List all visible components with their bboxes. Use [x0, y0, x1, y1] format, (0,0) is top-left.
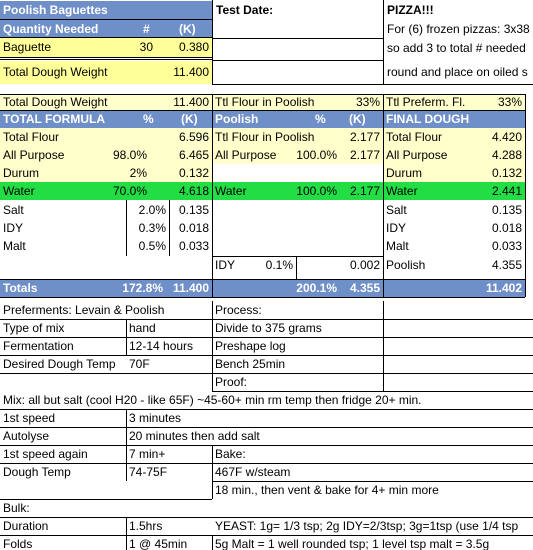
poolish-pct-header: %	[315, 112, 326, 126]
final-label: IDY	[386, 221, 407, 235]
ingredient-pct: 98.0%	[112, 148, 147, 162]
poolish-total-k: 4.355	[349, 281, 380, 295]
tfp-pct: 33%	[355, 95, 380, 109]
ingredient-label: IDY	[3, 221, 24, 235]
poolish-total-pct: 200.1%	[296, 281, 337, 295]
qty-needed-header: Quantity Needed	[3, 22, 99, 36]
ingredient-k: 0.132	[178, 166, 209, 180]
tfp2-value: 2.177	[349, 130, 380, 144]
final-k: 4.288	[491, 148, 522, 162]
pizza-note-1: For (6) frozen pizzas: 3x38	[387, 22, 530, 36]
autolyse-value: 20 minutes then add salt	[129, 429, 260, 443]
tfp2-label: Ttl Flour in Poolish	[215, 130, 315, 144]
sheet-title: Poolish Baguettes	[3, 3, 108, 17]
total-flour-label: Total Flour	[3, 130, 60, 144]
yeast-note: YEAST: 1g= 1/3 tsp; 2g IDY=2/3tsp; 3g=1tsp (use 1/4 tsp	[215, 519, 519, 533]
divider	[0, 427, 533, 428]
poolish-pct: 100.0%	[296, 184, 337, 198]
bake-time: 18 min., then vent & bake for 4+ min more	[215, 483, 439, 497]
folds-label: Folds	[3, 537, 33, 550]
final-label: Durum	[386, 166, 423, 180]
totals-fill	[0, 279, 525, 297]
final-k: 4.355	[491, 258, 522, 272]
qty-hash-header: #	[143, 22, 150, 36]
ingredient-pct: 0.3%	[138, 221, 166, 235]
poolish-k: 2.177	[349, 148, 380, 162]
desired-temp-value: 70F	[129, 357, 150, 371]
total-dough-value: 11.400	[173, 65, 209, 79]
fermentation-label: Fermentation	[3, 339, 74, 353]
desired-temp-label: Desired Dough Temp	[3, 357, 116, 371]
first-speed-value: 3 minutes	[129, 411, 182, 425]
malt-note: 5g Malt = 1 well rounded tsp; 1 level tsp malt = 3.5g	[215, 537, 490, 550]
pizza-note-2: so add 3 to total # needed	[387, 41, 526, 55]
tpf-label: Ttl Preferm. Fl.	[386, 95, 466, 109]
bench-step: Bench 25min	[215, 357, 286, 371]
first-speed-again-label: 1st speed again	[3, 447, 88, 461]
qty-k-header: (K)	[179, 22, 196, 36]
divide-step: Divide to 375 grams	[215, 321, 322, 335]
tdw-label: Total Dough Weight	[3, 95, 108, 109]
divider	[383, 84, 533, 85]
preferments-note: Preferments: Levain & Poolish	[3, 303, 165, 317]
type-of-mix-label: Type of mix	[3, 321, 65, 335]
baguette-label: Baguette	[3, 40, 52, 54]
tdw-value: 11.400	[173, 95, 209, 109]
baguette-count[interactable]: 30	[139, 40, 153, 54]
test-date-label: Test Date:	[216, 3, 274, 17]
pizza-note-3: round and place on oiled s	[387, 65, 528, 79]
poolish-k: 2.177	[349, 184, 380, 198]
ingredient-label: All Purpose	[3, 148, 65, 162]
divider	[383, 301, 384, 391]
proof-label: Proof:	[215, 375, 248, 389]
final-k: 0.135	[491, 203, 522, 217]
divider	[525, 94, 526, 297]
poolish-label: Water	[215, 184, 247, 198]
ingredient-pct: 2%	[129, 166, 147, 180]
totals-k: 11.400	[172, 281, 209, 295]
preshape-step: Preshape log	[215, 339, 286, 353]
divider	[212, 38, 383, 39]
ingredient-k: 0.018	[178, 221, 209, 235]
poolish-pct: 100.0%	[296, 148, 337, 162]
duration-label: Duration	[3, 519, 49, 533]
final-label: Malt	[386, 239, 409, 253]
total-flour-value: 6.596	[178, 130, 209, 144]
final-k: 0.132	[491, 166, 522, 180]
ingredient-pct: 70.0%	[112, 184, 147, 198]
totals-pct: 172.8%	[122, 281, 163, 295]
final-label: All Purpose	[386, 148, 448, 162]
poolish-header: Poolish	[215, 112, 259, 126]
divider	[0, 373, 533, 374]
first-speed-label: 1st speed	[3, 411, 56, 425]
type-of-mix-value: hand	[129, 321, 156, 335]
divider	[0, 279, 525, 280]
ingredient-pct: 2.0%	[138, 203, 166, 217]
ingredient-k: 0.135	[178, 203, 209, 217]
bake-label: Bake:	[215, 447, 246, 461]
dough-temp-label: Dough Temp	[3, 465, 71, 479]
divider	[0, 297, 525, 298]
final-label: Water	[386, 184, 418, 198]
poolish-k-header: (K)	[349, 112, 366, 126]
water-row-fill	[0, 182, 525, 200]
first-speed-again-value: 7 min+	[129, 447, 166, 461]
fd-total-flour-label: Total Flour	[386, 130, 443, 144]
total-formula-header: TOTAL FORMULA	[3, 112, 105, 126]
final-k: 2.441	[491, 184, 522, 198]
ingredient-label: Malt	[3, 239, 26, 253]
autolyse-label: Autolyse	[3, 429, 50, 443]
ingredient-k: 4.618	[178, 184, 209, 198]
divider	[212, 84, 383, 85]
ingredient-label: Salt	[3, 203, 24, 217]
ingredient-label: Water	[3, 184, 35, 198]
final-total: 11.402	[485, 281, 522, 295]
mix-note: Mix: all but salt (cool H20 - like 65F) ~45-60+ min rm temp then fridge 20+ min.	[3, 393, 422, 407]
process-label: Process:	[215, 303, 262, 317]
bulk-label: Bulk:	[3, 501, 30, 515]
poolish-label: IDY	[215, 258, 236, 272]
k-header: (K)	[181, 112, 198, 126]
tpf-pct: 33%	[497, 95, 522, 109]
final-k: 0.033	[491, 239, 522, 253]
ingredient-label: Durum	[3, 166, 40, 180]
divider	[212, 60, 383, 61]
divider	[296, 256, 297, 279]
baguette-weight: 0.380	[178, 40, 209, 54]
dough-temp-value: 74-75F	[129, 465, 168, 479]
poolish-label: All Purpose	[215, 148, 277, 162]
divider	[0, 57, 212, 60]
fermentation-value: 12-14 hours	[129, 339, 194, 353]
poolish-pct: 0.1%	[265, 258, 293, 272]
final-dough-header: FINAL DOUGH	[386, 112, 470, 126]
ingredient-pct: 0.5%	[138, 239, 166, 253]
total-dough-label: Total Dough Weight	[3, 65, 108, 79]
folds-value: 1 @ 45min	[129, 537, 188, 550]
divider	[0, 409, 533, 410]
bake-temp: 467F w/steam	[215, 465, 291, 479]
ingredient-k: 6.465	[178, 148, 209, 162]
final-label: Salt	[386, 203, 407, 217]
pizza-title: PIZZA!!!	[387, 3, 434, 17]
fd-total-flour-value: 4.420	[491, 130, 522, 144]
duration-value: 1.5hrs	[129, 519, 163, 533]
tfp-label: Ttl Flour in Poolish	[215, 95, 315, 109]
totals-label: Totals	[3, 281, 38, 295]
ingredient-k: 0.033	[178, 239, 209, 253]
pct-header: %	[143, 112, 154, 126]
poolish-k: 0.002	[349, 258, 380, 272]
final-label: Poolish	[386, 258, 426, 272]
final-k: 0.018	[491, 221, 522, 235]
